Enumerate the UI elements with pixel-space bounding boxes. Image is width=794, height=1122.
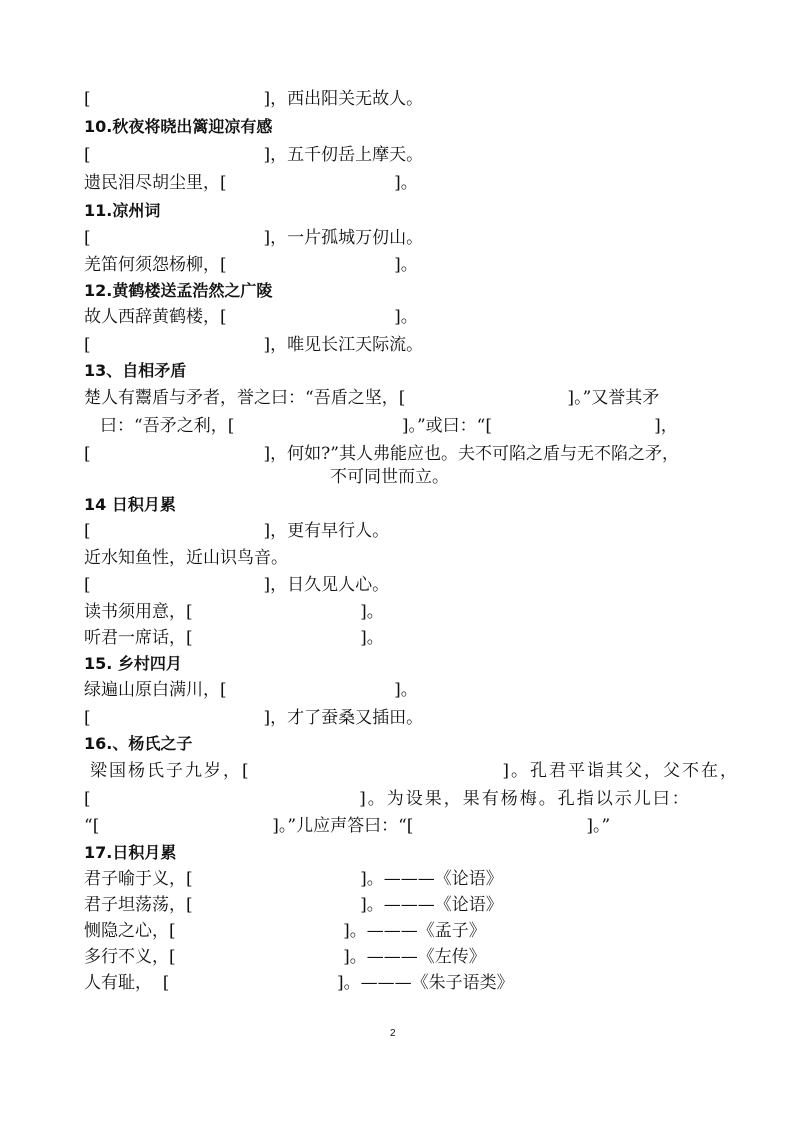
blank-line-chuRen: 楚人有鬻盾与矛者，誉之曰：“吾盾之坚，[ ]。”又誉其矛	[84, 388, 660, 408]
blank-line-guren: 故人西辞黄鹤楼，[ ]。	[84, 307, 418, 327]
blank-line-weisheguo: [ ]。为设果，果有杨梅。孔指以示儿曰：	[84, 789, 691, 809]
blank-line-yimin: 遗民泪尽胡尘里，[ ]。	[84, 173, 418, 193]
section-heading-13: 13、自相矛盾	[84, 361, 187, 380]
section-heading-16: 16.、杨氏之子	[84, 734, 193, 753]
blank-line-tingjun: 听君一席话，[ ]。	[84, 628, 384, 648]
section-heading-14: 14 日积月累	[84, 495, 176, 514]
blank-line-yuyu-yi: 君子喻于义，[ ]。———《论语》	[84, 869, 503, 889]
blank-line-duoxing: 多行不义，[ ]。———《左传》	[84, 947, 486, 967]
blank-line-gucheng: [ ]，一片孤城万仞山。	[84, 228, 424, 248]
page-number: 2	[390, 1028, 396, 1039]
section-heading-11: 11.凉州词	[84, 201, 161, 220]
blank-line-ceyin: 恻隐之心，[ ]。———《孟子》	[84, 921, 486, 941]
blank-line-liangguo: 梁国杨氏子九岁，[ ]。孔君平诣其父，父不在，	[90, 761, 739, 781]
blank-line-heru: [ ]，何如?”其人弗能应也。夫不可陷之盾与无不陷之矛，	[84, 444, 679, 464]
blank-line-tandangdang: 君子坦荡荡，[ ]。———《论语》	[84, 895, 503, 915]
blank-line-wumao: 曰：“吾矛之利，[ ]。”或曰：“[ ]，	[100, 416, 678, 436]
blank-line-yangguan: [ ]，西出阳关无故人。	[84, 89, 424, 109]
blank-line-zaoxing: [ ]，更有早行人。	[84, 521, 390, 541]
section-heading-17: 17.日积月累	[84, 843, 177, 862]
blank-line-erying: “[ ]。”儿应声答曰：“[ ]。”	[84, 816, 611, 836]
text-line-jinshui: 近水知鱼性，近山识鸟音。	[84, 548, 288, 568]
section-heading-12: 12.黄鹤楼送孟浩然之广陵	[84, 281, 273, 300]
blank-line-canSang: [ ]，才了蚕桑又插田。	[84, 708, 424, 728]
section-heading-10: 10.秋夜将晓出篱迎凉有感	[84, 117, 273, 136]
blank-line-wuqianren: [ ]，五千仞岳上摩天。	[84, 145, 424, 165]
blank-line-youchi: 人有耻， [ ]。———《朱子语类》	[84, 973, 514, 993]
text-line-tongshi: 不可同世而立。	[330, 467, 449, 487]
blank-line-lvbian: 绿遍山原白满川，[ ]。	[84, 680, 418, 700]
blank-line-qiangdi: 羌笛何须怨杨柳，[ ]。	[84, 255, 418, 275]
section-heading-15: 15. 乡村四月	[84, 654, 182, 673]
blank-line-dushu: 读书须用意，[ ]。	[84, 602, 384, 622]
blank-line-rijiu: [ ]，日久见人心。	[84, 575, 390, 595]
blank-line-changjiang: [ ]，唯见长江天际流。	[84, 335, 424, 355]
